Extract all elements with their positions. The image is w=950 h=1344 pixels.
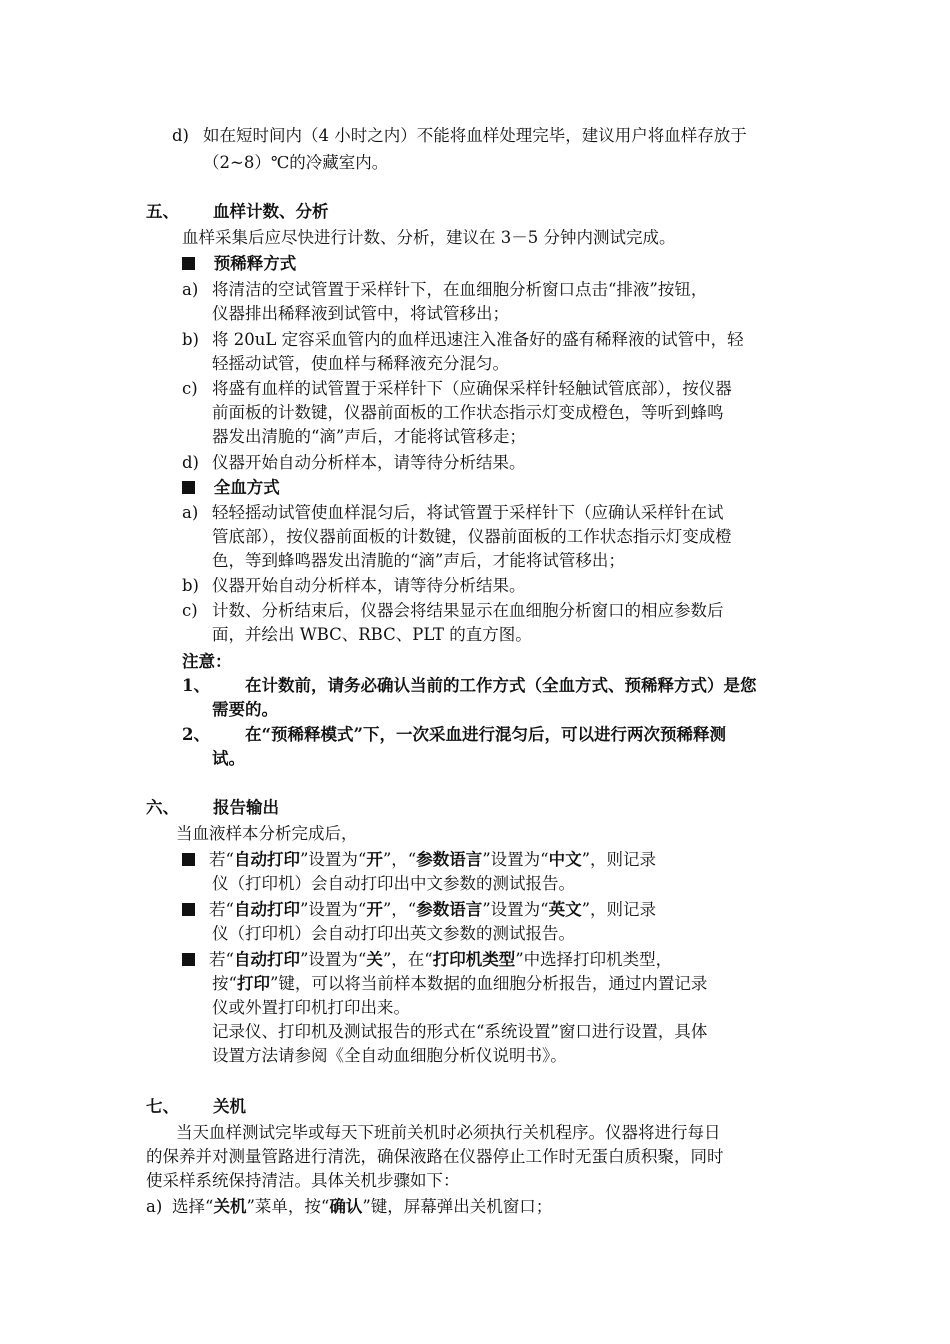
list-marker: d) <box>182 453 199 472</box>
paragraph-line: 血样采集后应尽快进行计数、分析，建议在 3－5 分钟内测试完成。 <box>182 228 676 247</box>
section-heading: 血样计数、分析 <box>213 202 329 221</box>
subsection-heading: 预稀释方式 <box>182 252 296 276</box>
paragraph-line: 将 20uL 定容采血管内的血样迅速注入准备好的盛有稀释液的试管中，轻 <box>212 330 744 349</box>
bullet-line: 若“自动打印”设置为“开”，“参数语言”设置为“英文”，则记录 <box>182 898 656 922</box>
paragraph-line: 如在短时间内（4 小时之内）不能将血样处理完毕，建议用户将血样存放于 <box>203 126 747 145</box>
paragraph-line: 当天血样测试完毕或每天下班前关机时必须执行关机程序。仪器将进行每日 <box>176 1123 721 1142</box>
bullet-line: 若“自动打印”设置为“开”，“参数语言”设置为“中文”，则记录 <box>182 848 656 872</box>
paragraph-line: 管底部），按仪器前面板的计数键，仪器前面板的工作状态指示灯变成橙 <box>212 527 732 546</box>
paragraph-line: 选择“关机”菜单，按“确认”键，屏幕弹出关机窗口； <box>172 1197 553 1216</box>
paragraph-line: 仪器排出稀释液到试管中，将试管移出； <box>212 304 509 323</box>
paragraph-line: 计数、分析结束后，仪器会将结果显示在血细胞分析窗口的相应参数后 <box>212 601 724 620</box>
section-number: 七、 <box>146 1097 179 1116</box>
list-marker: 1、 <box>182 676 210 695</box>
paragraph-line: 当血液样本分析完成后， <box>176 824 358 843</box>
list-marker: b) <box>182 576 199 595</box>
section-number: 五、 <box>146 202 179 221</box>
paragraph-line: 仪或外置打印机打印出来。 <box>212 998 410 1017</box>
paragraph-line: 轻轻摇动试管使血样混匀后，将试管置于采样针下（应确认采样针在试 <box>212 503 724 522</box>
paragraph-line: 仪器开始自动分析样本，请等待分析结果。 <box>212 576 526 595</box>
paragraph-line: 前面板的计数键，仪器前面板的工作状态指示灯变成橙色，等听到蜂鸣 <box>212 403 724 422</box>
list-marker: c) <box>182 379 198 398</box>
paragraph-line: 按“打印”键，可以将当前样本数据的血细胞分析报告，通过内置记录 <box>212 974 708 993</box>
paragraph-line: 轻摇动试管，使血样与稀释液充分混匀。 <box>212 354 509 373</box>
paragraph-line: 的保养并对测量管路进行清洗，确保液路在仪器停止工作时无蛋白质积聚，同时 <box>146 1147 724 1166</box>
section-heading: 报告输出 <box>213 798 279 817</box>
paragraph-line: （2~8）℃的冷藏室内。 <box>203 153 389 172</box>
paragraph-line: 色，等到蜂鸣器发出清脆的“滴”声后，才能将试管移出； <box>212 551 625 570</box>
paragraph-line: 仪（打印机）会自动打印出中文参数的测试报告。 <box>212 874 575 893</box>
paragraph-line: 仪（打印机）会自动打印出英文参数的测试报告。 <box>212 924 575 943</box>
paragraph-line: 仪器开始自动分析样本，请等待分析结果。 <box>212 453 526 472</box>
paragraph-line: 将盛有血样的试管置于采样针下（应确保采样针轻触试管底部），按仪器 <box>212 379 732 398</box>
list-marker: d) <box>172 126 189 145</box>
note-line: 试。 <box>212 749 245 768</box>
list-marker: a) <box>182 280 199 299</box>
square-bullet-icon <box>182 257 195 270</box>
square-bullet-icon <box>182 903 195 916</box>
subsection-heading: 全血方式 <box>182 476 280 500</box>
paragraph-line: 面，并绘出 WBC、RBC、PLT 的直方图。 <box>212 625 532 644</box>
note-label: 注意： <box>182 652 232 671</box>
list-marker: b) <box>182 330 199 349</box>
paragraph-line: 器发出清脆的“滴”声后，才能将试管移走； <box>212 427 526 446</box>
section-number: 六、 <box>146 798 179 817</box>
bullet-line: 若“自动打印”设置为“关”，在“打印机类型”中选择打印机类型， <box>182 948 672 972</box>
square-bullet-icon <box>182 953 195 966</box>
note-line: 需要的。 <box>212 700 278 719</box>
list-marker: a) <box>182 503 199 522</box>
list-marker: a) <box>146 1197 163 1216</box>
paragraph-line: 使采样系统保持清洁。具体关机步骤如下： <box>146 1171 460 1190</box>
paragraph-line: 将清洁的空试管置于采样针下，在血细胞分析窗口点击“排液”按钮， <box>212 280 708 299</box>
paragraph-line: 设置方法请参阅《全自动血细胞分析仪说明书》。 <box>212 1046 567 1065</box>
list-marker: c) <box>182 601 198 620</box>
note-line: 在计数前，请务必确认当前的工作方式（全血方式、预稀释方式）是您 <box>245 676 757 695</box>
square-bullet-icon <box>182 853 195 866</box>
paragraph-line: 记录仪、打印机及测试报告的形式在“系统设置”窗口进行设置，具体 <box>212 1022 708 1041</box>
note-line: 在“预稀释模式”下，一次采血进行混匀后，可以进行两次预稀释测 <box>245 725 726 744</box>
section-heading: 关机 <box>213 1097 246 1116</box>
list-marker: 2、 <box>182 725 210 744</box>
square-bullet-icon <box>182 481 195 494</box>
